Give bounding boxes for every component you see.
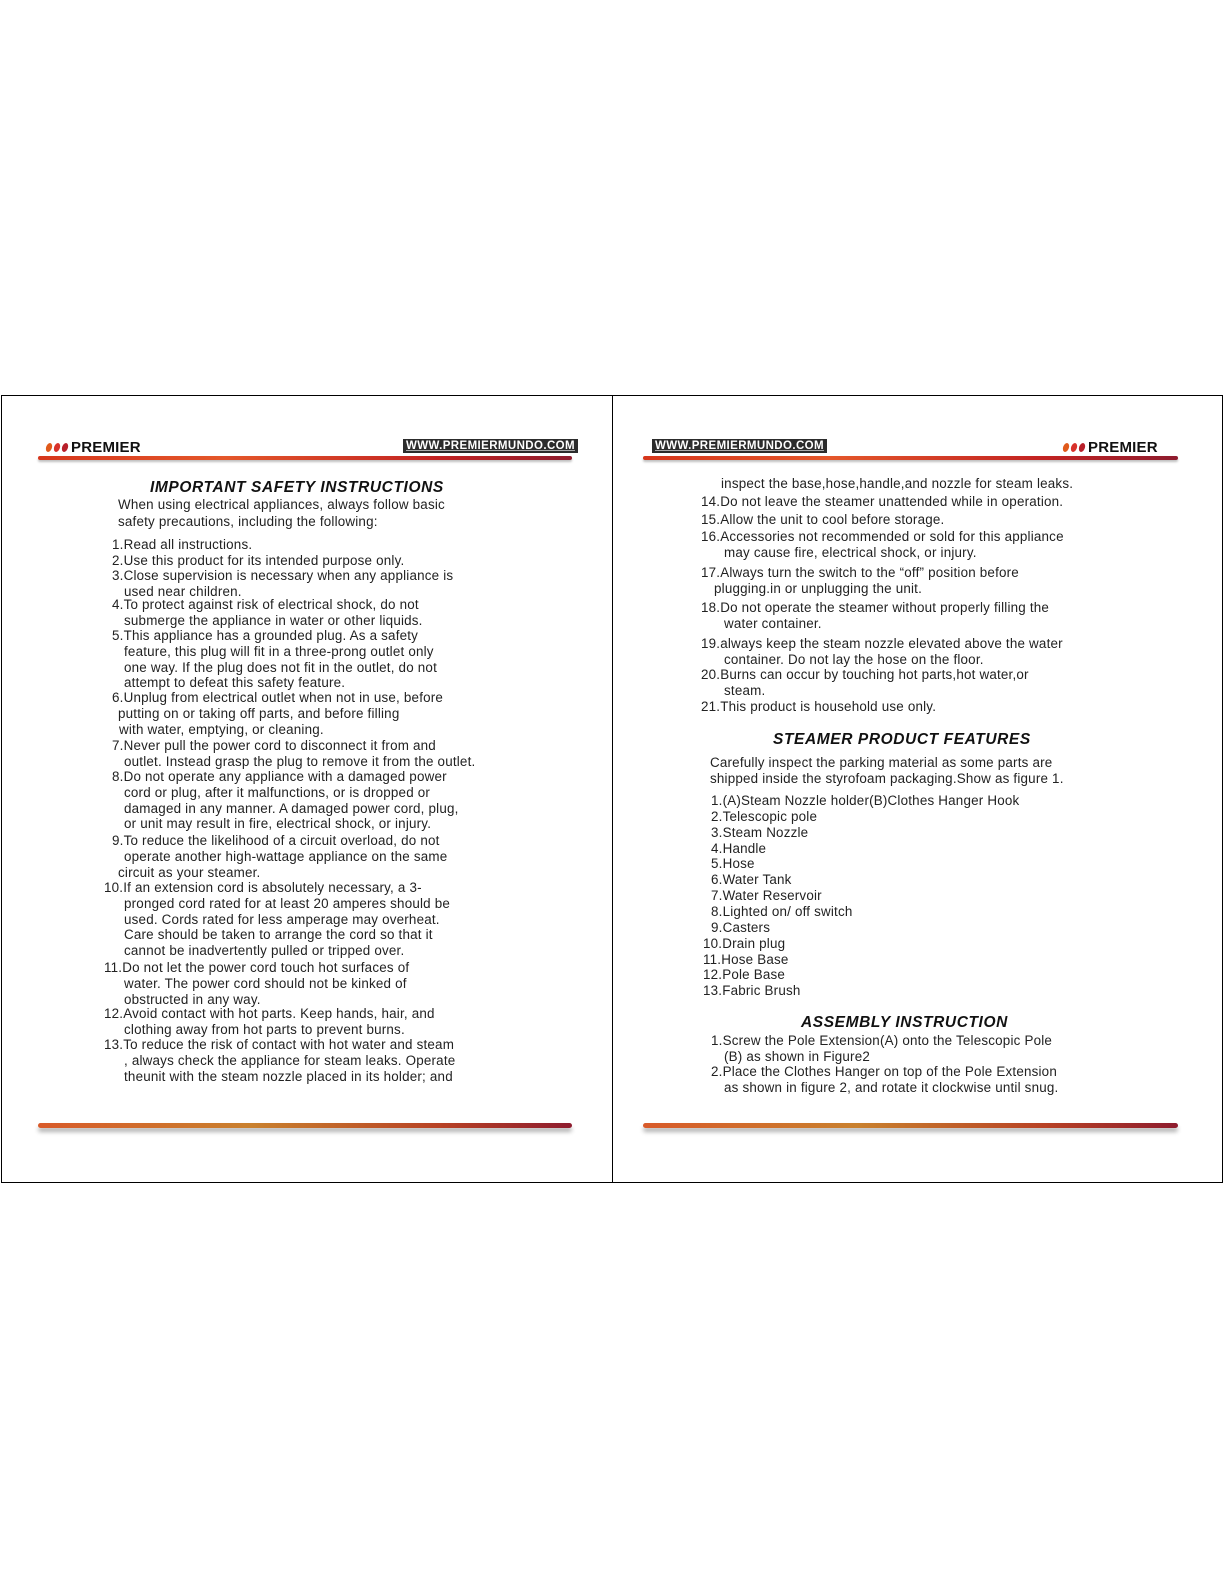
safety-item-line: 21.This product is household use only. bbox=[701, 699, 937, 714]
safety-item-line: with water, emptying, or cleaning. bbox=[119, 721, 324, 737]
feature-item: 3.Steam Nozzle bbox=[711, 824, 809, 840]
safety-item-line: or unit may result in fire, electrical shock, or injury. bbox=[124, 816, 432, 832]
manual-spread bbox=[1, 395, 1223, 1183]
safety-title: IMPORTANT SAFETY INSTRUCTIONS bbox=[150, 479, 444, 496]
header-rule bbox=[38, 456, 572, 460]
brand-logo-right bbox=[1063, 439, 1158, 456]
safety-item-line: water. The power cord should not be kinked of bbox=[124, 975, 407, 991]
safety-item-line: may cause fire, electrical shock, or injury. bbox=[724, 544, 977, 560]
assembly-step-line: (B) as shown in Figure2 bbox=[724, 1048, 871, 1064]
safety-item-line: , always check the appliance for steam leaks. Operate bbox=[124, 1052, 456, 1068]
safety-item-line: 16.Accessories not recommended or sold for this appliance bbox=[701, 529, 1064, 544]
features-title: STEAMER PRODUCT FEATURES bbox=[773, 731, 1031, 748]
assembly-step-line: as shown in figure 2, and rotate it clockwise until snug. bbox=[724, 1079, 1059, 1095]
brand-logo-left bbox=[46, 439, 141, 456]
features-intro-line: shipped inside the styrofoam packaging.Show as figure 1. bbox=[710, 771, 1064, 786]
safety-item-line: putting on or taking off parts, and before filling bbox=[118, 705, 400, 721]
brand-name: PREMIER bbox=[71, 439, 141, 456]
safety-item-line: operate another high-wattage appliance on the same bbox=[124, 848, 448, 864]
header-rule bbox=[643, 456, 1178, 460]
safety-item-line: submerge the appliance in water or other liquids. bbox=[124, 612, 423, 628]
safety-item-line: plugging.in or unplugging the unit. bbox=[714, 580, 923, 596]
safety-item-line: 7.Never pull the power cord to disconnect it from and bbox=[112, 738, 436, 753]
feature-item: 2.Telescopic pole bbox=[711, 808, 818, 824]
feature-item: 1.(A)Steam Nozzle holder(B)Clothes Hanger Hook bbox=[711, 793, 1020, 808]
safety-item-line: theunit with the steam nozzle placed in its holder; and bbox=[124, 1068, 453, 1084]
assembly-step-line: 2.Place the Clothes Hanger on top of the Pole Extension bbox=[711, 1064, 1057, 1079]
safety-item-line: obstructed in any way. bbox=[124, 991, 261, 1007]
safety-item-line: feature, this plug will fit in a three-prong outlet only bbox=[124, 643, 434, 659]
feature-item: 6.Water Tank bbox=[711, 872, 792, 888]
intro-line: safety precautions, including the following: bbox=[118, 514, 378, 529]
footer-rule bbox=[38, 1123, 572, 1128]
safety-item-line: 20.Burns can occur by touching hot parts,hot water,or bbox=[701, 667, 1029, 682]
safety-item-line: water container. bbox=[724, 615, 822, 631]
feature-item: 5.Hose bbox=[711, 856, 755, 872]
safety-item-line: 15.Allow the unit to cool before storage. bbox=[701, 512, 945, 527]
safety-item-line: 9.To reduce the likelihood of a circuit overload, do not bbox=[112, 833, 440, 848]
safety-item-line: damaged in any manner. A damaged power cord, plug, bbox=[124, 800, 459, 816]
safety-item-line: 19.always keep the steam nozzle elevated above the water bbox=[701, 636, 1063, 651]
safety-item-line: 10.If an extension cord is absolutely necessary, a 3- bbox=[104, 880, 422, 895]
feature-item: 10.Drain plug bbox=[703, 935, 786, 951]
feature-item: 8.Lighted on/ off switch bbox=[711, 903, 853, 919]
features-intro-line: Carefully inspect the parking material as some parts are bbox=[710, 755, 1053, 770]
safety-item-line: pronged cord rated for at least 20 amperes should be bbox=[124, 895, 451, 911]
assembly-title: ASSEMBLY INSTRUCTION bbox=[801, 1014, 1008, 1031]
safety-item-line: one way. If the plug does not fit in the outlet, do not bbox=[124, 659, 437, 675]
safety-item-line: circuit as your steamer. bbox=[118, 864, 261, 880]
feature-item: 13.Fabric Brush bbox=[703, 983, 801, 999]
safety-item-line: 18.Do not operate the steamer without properly filling the bbox=[701, 600, 1050, 615]
safety-item-line: 4.To protect against risk of electrical shock, do not bbox=[112, 597, 419, 612]
feature-item: 12.Pole Base bbox=[703, 967, 786, 983]
feature-item: 11.Hose Base bbox=[703, 951, 789, 967]
footer-rule bbox=[643, 1123, 1178, 1128]
safety-item-line: attempt to defeat this safety feature. bbox=[124, 675, 346, 691]
safety-item-line: 17.Always turn the switch to the “off” position before bbox=[701, 565, 1019, 580]
feature-item: 9.Casters bbox=[711, 919, 771, 935]
safety-item-line: used near children. bbox=[124, 583, 242, 599]
feature-item: 7.Water Reservoir bbox=[711, 888, 822, 904]
safety-item-line: used. Cords rated for less amperage may overheat. bbox=[124, 911, 440, 927]
safety-item-line: outlet. Instead grasp the plug to remove it from the outlet. bbox=[124, 753, 476, 769]
safety-item-line: clothing away from hot parts to prevent burns. bbox=[124, 1021, 405, 1037]
continuation-line: inspect the base,hose,handle,and nozzle for steam leaks. bbox=[721, 476, 1074, 491]
safety-item-line: 13.To reduce the risk of contact with hot water and steam bbox=[104, 1037, 455, 1052]
website-url[interactable]: WWW.PREMIERMUNDO.COM bbox=[652, 439, 827, 453]
assembly-step-line: 1.Screw the Pole Extension(A) onto the Telescopic Pole bbox=[711, 1033, 1053, 1048]
left-page bbox=[2, 396, 612, 1182]
safety-item-line: 6.Unplug from electrical outlet when not in use, before bbox=[112, 690, 444, 705]
safety-item-line: cannot be inadvertently pulled or tripped over. bbox=[124, 943, 405, 959]
safety-item-line: 3.Close supervision is necessary when any appliance is bbox=[112, 568, 454, 583]
safety-item-line: steam. bbox=[724, 682, 766, 698]
safety-item-line: 2.Use this product for its intended purpose only. bbox=[112, 553, 405, 568]
safety-item-line: 8.Do not operate any appliance with a damaged power bbox=[112, 769, 447, 784]
safety-item-line: 14.Do not leave the steamer unattended while in operation. bbox=[701, 494, 1064, 509]
website-url[interactable]: WWW.PREMIERMUNDO.COM bbox=[403, 439, 578, 453]
safety-item-line: container. Do not lay the hose on the floor. bbox=[724, 651, 984, 667]
safety-item-line: Care should be taken to arrange the cord so that it bbox=[124, 927, 433, 943]
logo-dots-icon bbox=[46, 443, 68, 452]
logo-dots-icon bbox=[1063, 443, 1085, 452]
safety-item-line: 12.Avoid contact with hot parts. Keep hands, hair, and bbox=[104, 1006, 435, 1021]
feature-item: 4.Handle bbox=[711, 840, 767, 856]
safety-item-line: cord or plug, after it malfunctions, or is dropped or bbox=[124, 784, 431, 800]
right-page bbox=[613, 396, 1223, 1182]
intro-line: When using electrical appliances, always follow basic bbox=[118, 497, 445, 512]
brand-name: PREMIER bbox=[1088, 439, 1158, 456]
safety-item-line: 11.Do not let the power cord touch hot surfaces of bbox=[104, 960, 410, 975]
safety-item-line: 5.This appliance has a grounded plug. As a safety bbox=[112, 628, 419, 643]
safety-item-line: 1.Read all instructions. bbox=[112, 537, 253, 552]
